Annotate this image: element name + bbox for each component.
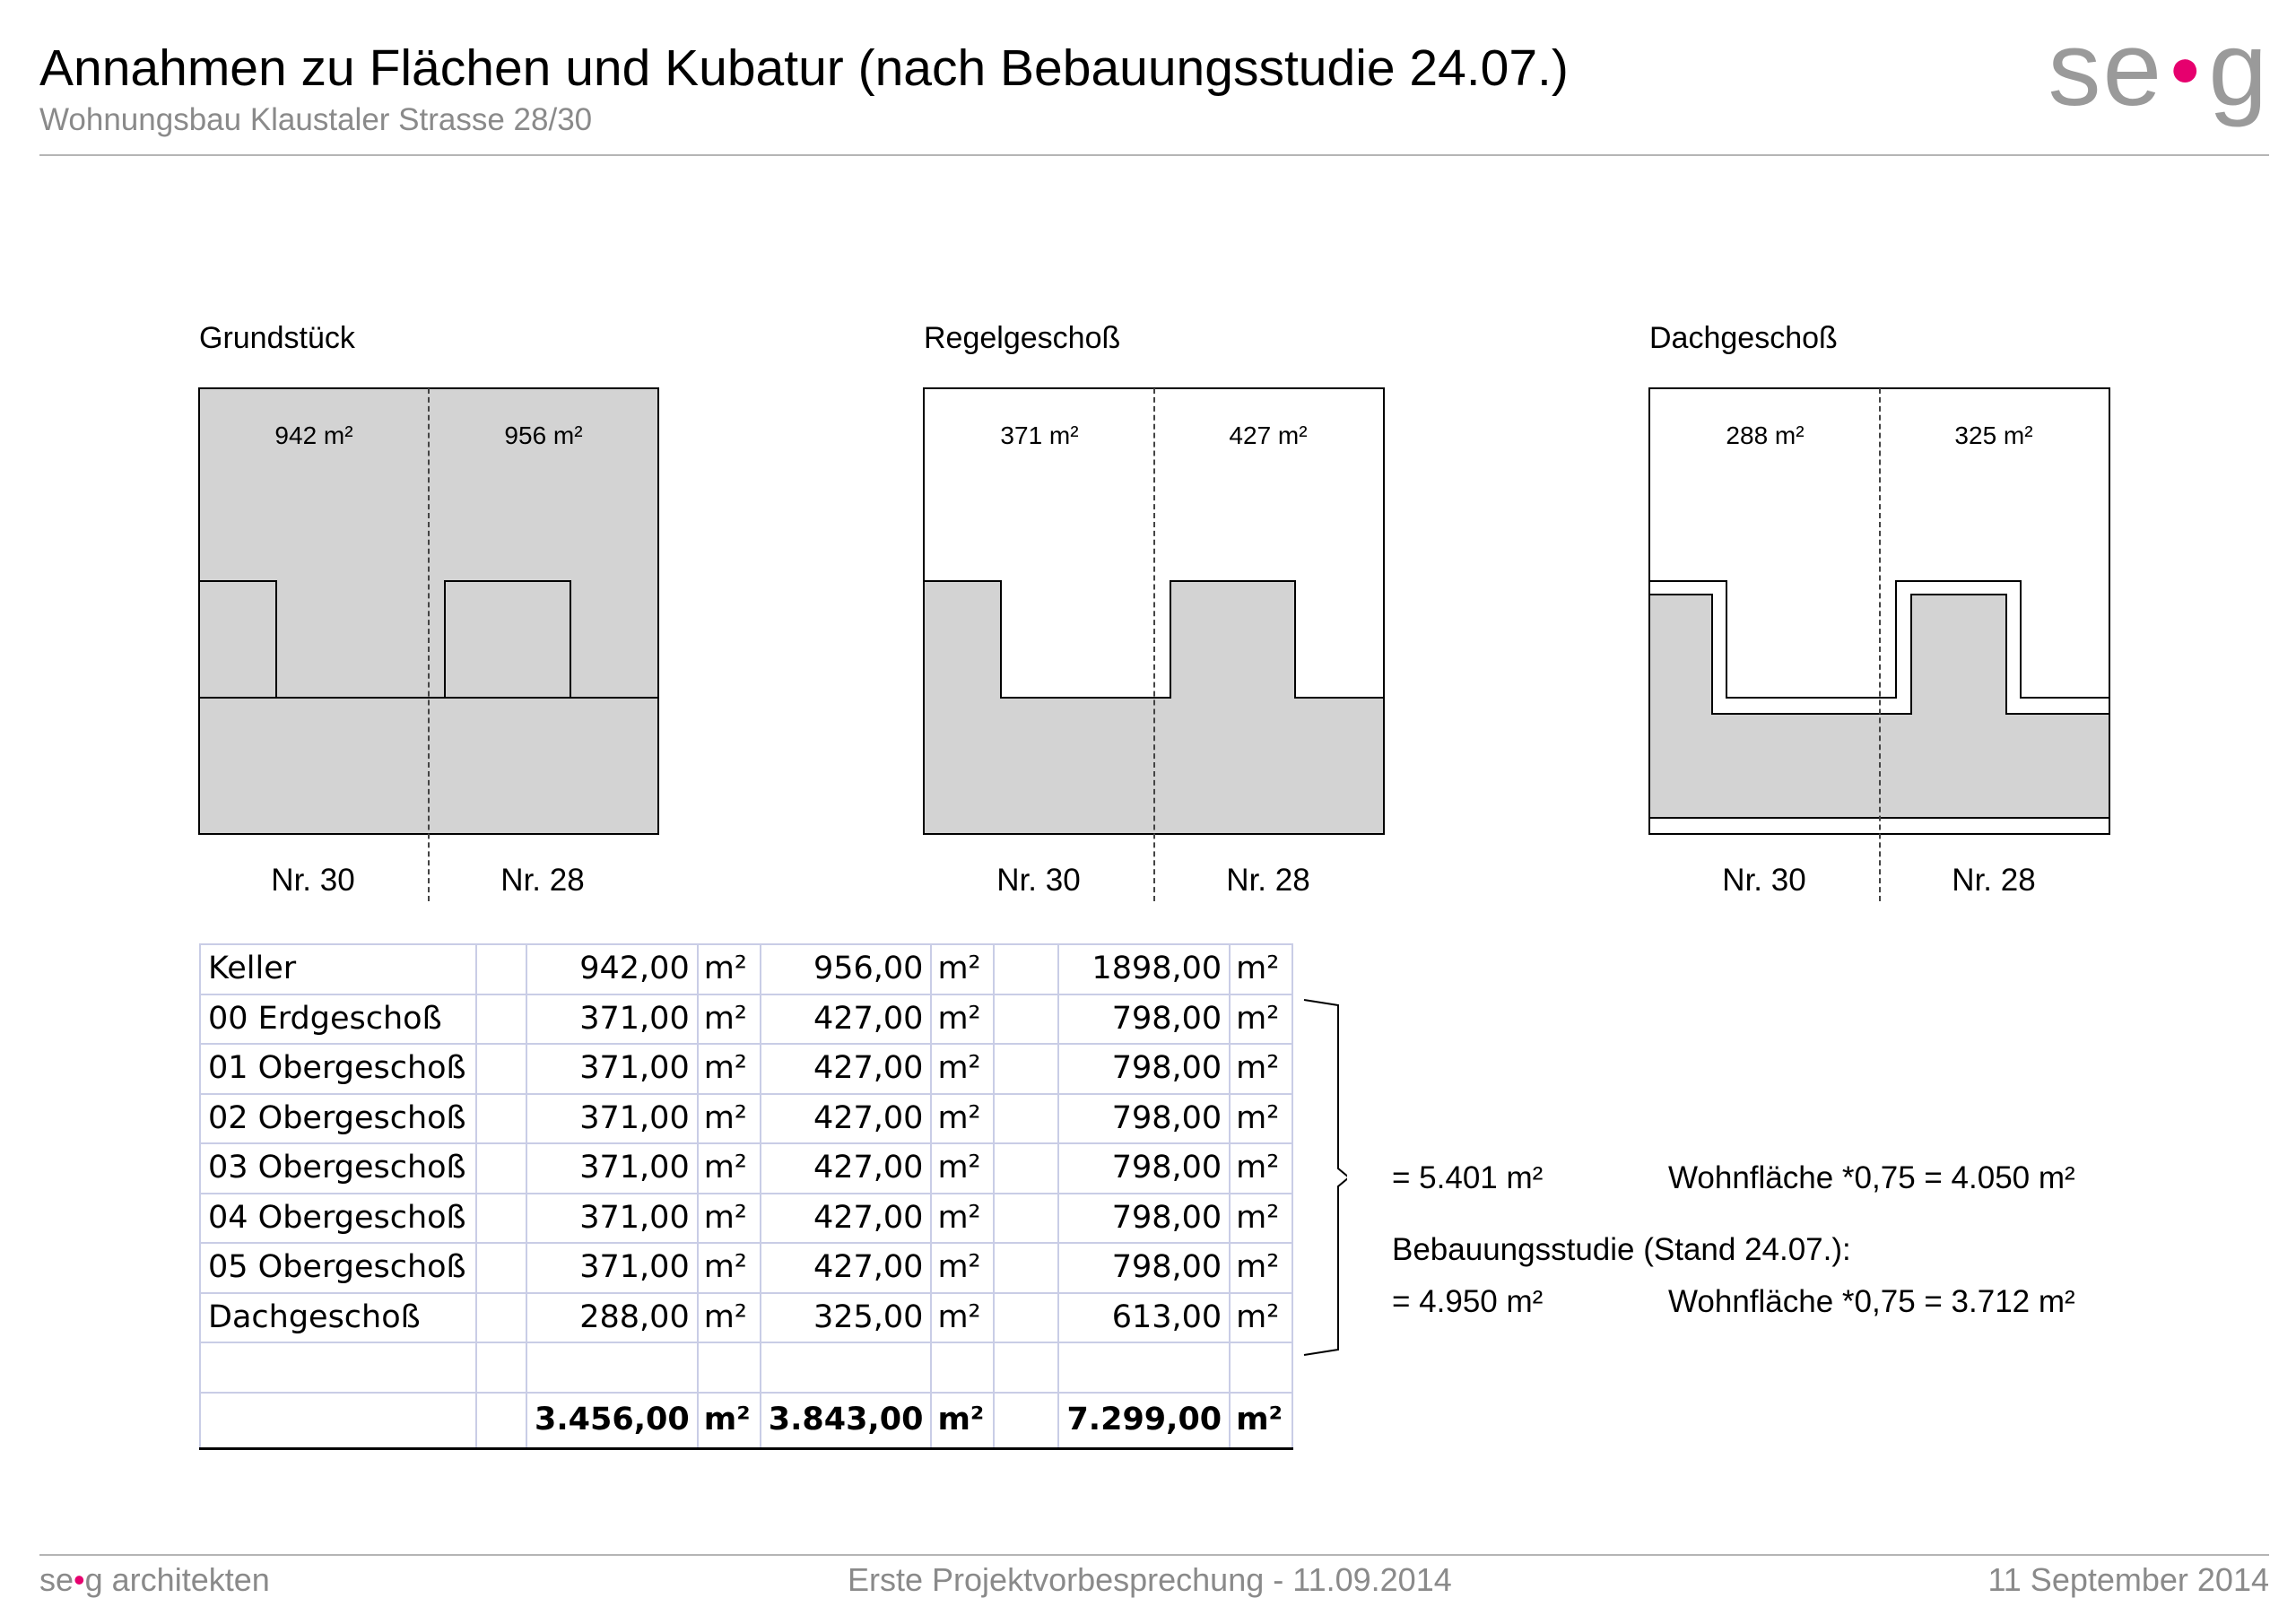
unit: m² (698, 944, 761, 994)
empty-cell (994, 1393, 1058, 1449)
table-row (200, 994, 1292, 1045)
summary-study-heading: Bebauungsstudie (Stand 24.07.): (1392, 1232, 1851, 1267)
area-nr30: 371,00 (526, 1094, 698, 1144)
empty-cell (476, 1293, 526, 1343)
area-nr30: 371,00 (526, 1243, 698, 1293)
empty-cell (476, 994, 526, 1045)
empty-cell (476, 1094, 526, 1144)
footer-company-dot: • (74, 1561, 85, 1598)
area-sum: 798,00 (1058, 1044, 1230, 1094)
lot-divider-line (1153, 388, 1155, 901)
diagram-title-regelgeschoss: Regelgeschoß (924, 321, 1121, 355)
area-nr28: 427,00 (761, 1143, 932, 1194)
total-nr30: 3.456,00 (526, 1393, 698, 1449)
unit: m² (698, 1393, 761, 1449)
empty-cell (476, 1393, 526, 1449)
unit: m² (931, 994, 994, 1045)
summary-study-living-area: Wohnfläche *0,75 = 3.712 m² (1668, 1284, 2075, 1319)
area-nr30: 371,00 (526, 1194, 698, 1244)
floor-label: 05 Obergeschoß (200, 1243, 476, 1293)
empty-cell (476, 1342, 526, 1393)
unit: m² (698, 1094, 761, 1144)
empty-cell (1058, 1342, 1230, 1393)
area-table (199, 943, 1293, 1450)
footer-company (39, 1561, 270, 1598)
empty-cell (994, 994, 1058, 1045)
table-row (200, 944, 1292, 994)
grouping-brace (1302, 998, 1347, 1357)
unit: m² (1230, 1094, 1292, 1144)
empty-cell (994, 1342, 1058, 1393)
area-sum: 798,00 (1058, 1143, 1230, 1194)
empty-cell (476, 1044, 526, 1094)
unit: m² (1230, 944, 1292, 994)
area-sum: 798,00 (1058, 994, 1230, 1045)
unit: m² (1230, 1194, 1292, 1244)
unit: m² (1230, 994, 1292, 1045)
floor-label: Keller (200, 944, 476, 994)
unit: m² (931, 1194, 994, 1244)
area-nr28: 427,00 (761, 1194, 932, 1244)
unit: m² (1230, 1143, 1292, 1194)
unit: m² (931, 1243, 994, 1293)
area-nr28: 427,00 (761, 994, 932, 1045)
summary-living-area: Wohnfläche *0,75 = 4.050 m² (1668, 1160, 2075, 1195)
plot-label-nr30: Nr. 30 (271, 863, 355, 898)
empty-cell (526, 1342, 698, 1393)
plot-label-nr28: Nr. 28 (1226, 863, 1310, 898)
header-divider (39, 154, 2269, 156)
total-nr28: 3.843,00 (761, 1393, 932, 1449)
table-row (200, 1194, 1292, 1244)
footer-meeting: Erste Projektvorbesprechung - 11.09.2014 (848, 1561, 1452, 1598)
area-nr30: 288,00 (526, 1293, 698, 1343)
area-nr28: 325,00 (761, 1293, 932, 1343)
page-subtitle: Wohnungsbau Klaustaler Strasse 28/30 (39, 102, 593, 137)
unit: m² (931, 1094, 994, 1144)
area-nr28: 427,00 (761, 1094, 932, 1144)
empty-cell (931, 1342, 994, 1393)
summary-total-area: = 5.401 m² (1392, 1160, 1544, 1195)
area-nr28: 956,00 (761, 944, 932, 994)
unit: m² (698, 1143, 761, 1194)
area-label-nr28: 956 m² (504, 421, 583, 449)
area-label-nr28: 427 m² (1229, 421, 1308, 449)
empty-cell (698, 1342, 761, 1393)
table-row (200, 1143, 1292, 1194)
area-sum: 1898,00 (1058, 944, 1230, 994)
plot-label-nr28: Nr. 28 (500, 863, 585, 898)
unit: m² (931, 1143, 994, 1194)
plot-label-nr28: Nr. 28 (1952, 863, 2036, 898)
empty-cell (994, 1194, 1058, 1244)
area-nr30: 942,00 (526, 944, 698, 994)
unit: m² (931, 1044, 994, 1094)
empty-cell (200, 1342, 476, 1393)
empty-cell (200, 1393, 476, 1449)
area-label-nr28: 325 m² (1954, 421, 2033, 449)
plot-label-nr30: Nr. 30 (1722, 863, 1806, 898)
table-row (200, 1094, 1292, 1144)
empty-cell (994, 1044, 1058, 1094)
unit: m² (931, 1393, 994, 1449)
summary-study-area: = 4.950 m² (1392, 1284, 1544, 1319)
unit: m² (698, 994, 761, 1045)
empty-cell (994, 944, 1058, 994)
diagram-title-dachgeschoss: Dachgeschoß (1649, 321, 1838, 355)
area-nr30: 371,00 (526, 994, 698, 1045)
area-nr28: 427,00 (761, 1044, 932, 1094)
floor-label: 04 Obergeschoß (200, 1194, 476, 1244)
empty-cell (1230, 1342, 1292, 1393)
empty-cell (994, 1293, 1058, 1343)
area-sum: 798,00 (1058, 1194, 1230, 1244)
empty-cell (476, 1194, 526, 1244)
empty-cell (476, 1143, 526, 1194)
unit: m² (1230, 1243, 1292, 1293)
unit: m² (698, 1243, 761, 1293)
area-label-nr30: 288 m² (1726, 421, 1805, 449)
floor-label: 00 Erdgeschoß (200, 994, 476, 1045)
empty-cell (476, 944, 526, 994)
area-nr30: 371,00 (526, 1143, 698, 1194)
footer-company-prefix: se (39, 1561, 74, 1598)
area-nr28: 427,00 (761, 1243, 932, 1293)
footer-company-suffix: g architekten (84, 1561, 270, 1598)
floor-label: 01 Obergeschoß (200, 1044, 476, 1094)
page-title: Annahmen zu Flächen und Kubatur (nach Bebauungsstudie 24.07.) (39, 39, 1569, 97)
floor-label: Dachgeschoß (200, 1293, 476, 1343)
plot-label-nr30: Nr. 30 (996, 863, 1081, 898)
table-row-total (200, 1393, 1292, 1449)
table-row (200, 1293, 1292, 1343)
unit: m² (698, 1293, 761, 1343)
diagram-title-grundstueck: Grundstück (199, 321, 355, 355)
table-row-empty (200, 1342, 1292, 1393)
area-sum: 798,00 (1058, 1243, 1230, 1293)
floor-label: 02 Obergeschoß (200, 1094, 476, 1144)
empty-cell (476, 1243, 526, 1293)
footer-divider (39, 1554, 2269, 1556)
unit: m² (698, 1194, 761, 1244)
empty-cell (994, 1094, 1058, 1144)
unit: m² (931, 944, 994, 994)
floor-label: 03 Obergeschoß (200, 1143, 476, 1194)
unit: m² (931, 1293, 994, 1343)
empty-cell (994, 1143, 1058, 1194)
area-sum: 613,00 (1058, 1293, 1230, 1343)
area-table-body (200, 944, 1292, 1448)
footer-date: 11 September 2014 (1987, 1561, 2269, 1598)
unit: m² (1230, 1393, 1292, 1449)
unit: m² (1230, 1293, 1292, 1343)
total-sum: 7.299,00 (1058, 1393, 1230, 1449)
lot-divider-line (428, 388, 430, 901)
area-sum: 798,00 (1058, 1094, 1230, 1144)
empty-cell (994, 1243, 1058, 1293)
area-label-nr30: 942 m² (274, 421, 353, 449)
area-nr30: 371,00 (526, 1044, 698, 1094)
company-logo: se ●g (2048, 10, 2269, 128)
table-row (200, 1243, 1292, 1293)
lot-divider-line (1879, 388, 1881, 901)
table-row (200, 1044, 1292, 1094)
area-label-nr30: 371 m² (1000, 421, 1079, 449)
unit: m² (698, 1044, 761, 1094)
unit: m² (1230, 1044, 1292, 1094)
empty-cell (761, 1342, 932, 1393)
